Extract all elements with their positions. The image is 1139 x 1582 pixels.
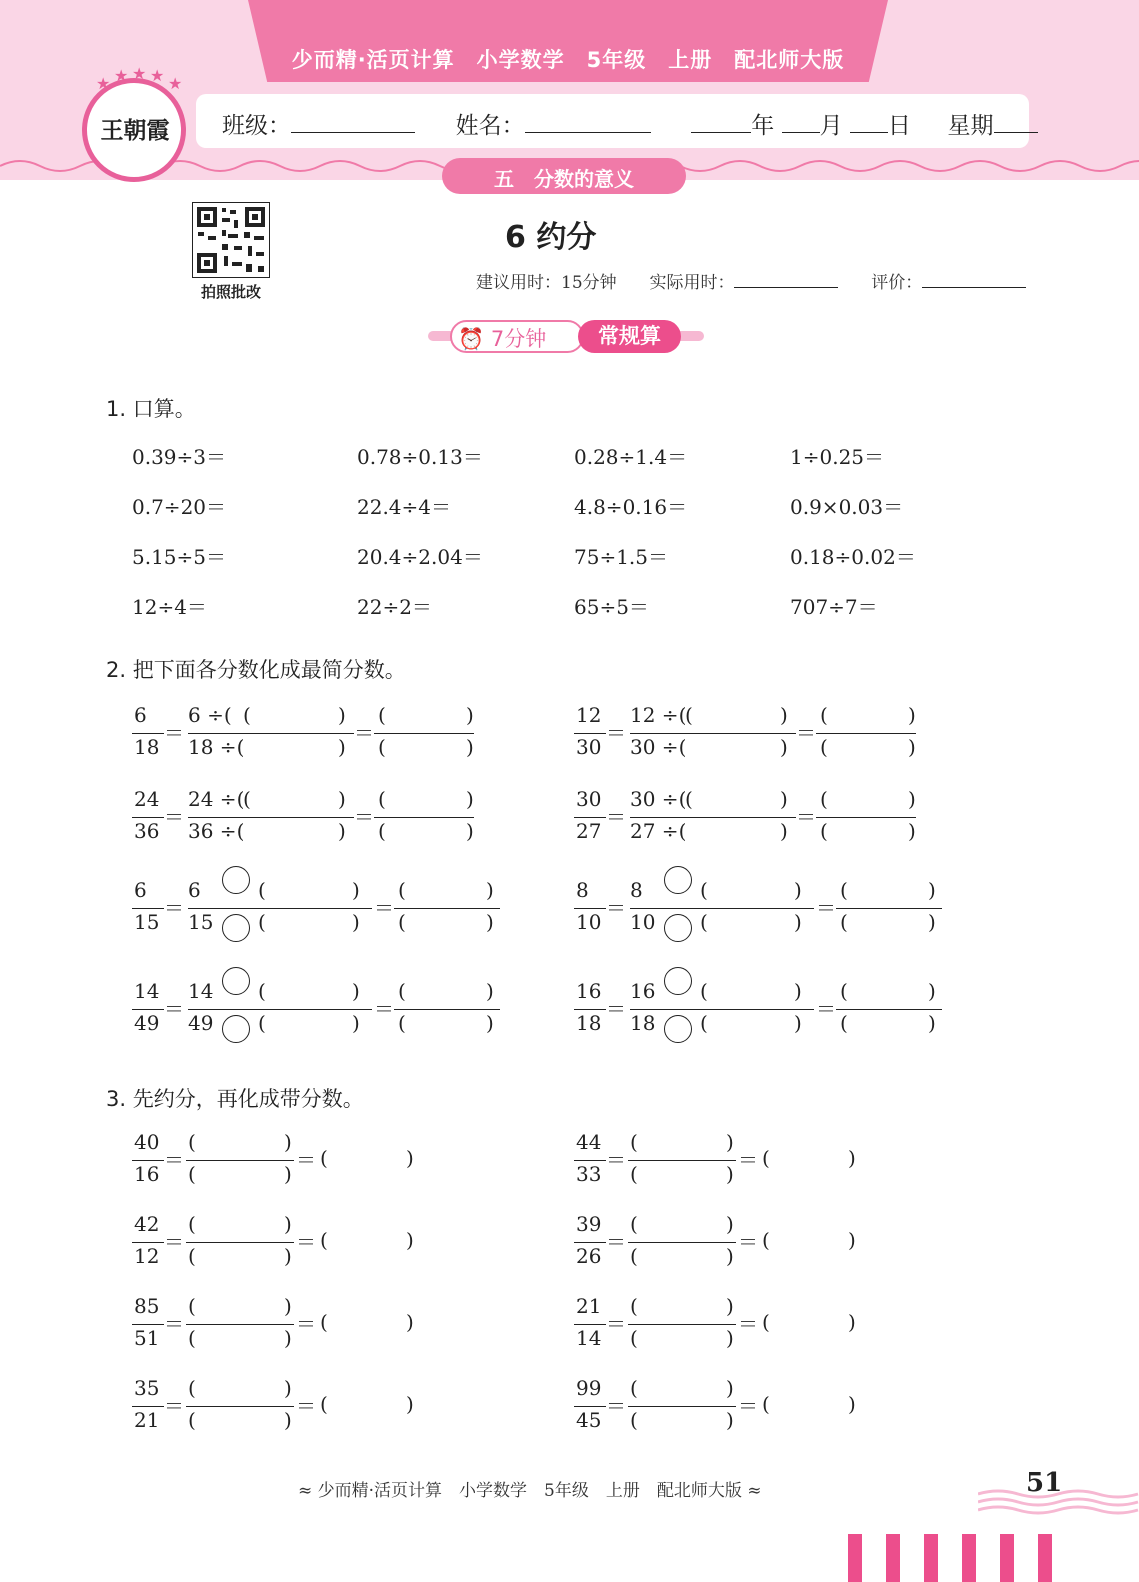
answer-paren-left[interactable]: ( — [630, 1376, 638, 1400]
fraction-bar — [574, 817, 606, 818]
blank-paren-right[interactable]: ) — [794, 910, 802, 934]
fraction-denominator: 16 — [134, 1162, 160, 1186]
answer-paren-right[interactable]: ) — [908, 703, 916, 727]
fraction-bar — [132, 908, 164, 909]
badge-time-label: 7分钟 — [490, 327, 547, 351]
rating-field[interactable] — [922, 265, 1026, 288]
fraction-bar — [630, 733, 796, 734]
blank-paren-left[interactable]: ( — [258, 910, 266, 934]
equals-sign: ＝ — [796, 721, 816, 745]
mixed-paren-right[interactable]: ) — [406, 1310, 414, 1334]
blank-paren-right[interactable]: ) — [352, 910, 360, 934]
answer-paren-right[interactable]: ) — [284, 1294, 292, 1318]
fraction-numerator: 21 — [576, 1294, 602, 1318]
answer-paren-right[interactable]: ) — [466, 735, 474, 759]
equals-sign: ＝ — [164, 896, 184, 920]
fraction-bar — [186, 1160, 294, 1161]
equals-sign: ＝ — [796, 805, 816, 829]
fraction-denominator: 30 — [576, 735, 602, 759]
fraction-bar — [628, 1160, 736, 1161]
equals-sign: ＝ — [296, 1148, 316, 1172]
fraction-numerator: 35 — [134, 1376, 160, 1400]
operator-circle[interactable] — [222, 866, 250, 894]
fraction-numerator: 16 — [576, 979, 602, 1003]
fraction-denominator: 12 — [134, 1244, 160, 1268]
fraction-denominator: 18 — [576, 1011, 602, 1035]
blank-paren-left[interactable]: ( — [685, 787, 693, 811]
fraction-bar — [816, 817, 916, 818]
fraction-numerator: 40 — [134, 1130, 160, 1154]
answer-paren-left[interactable]: ( — [378, 735, 386, 759]
answer-paren-left[interactable]: ( — [840, 979, 848, 1003]
star-icon: ★ — [132, 64, 147, 83]
equals-sign: ＝ — [606, 1148, 626, 1172]
equals-sign: ＝ — [606, 805, 626, 829]
mixed-paren-right[interactable]: ) — [848, 1228, 856, 1252]
equals-sign: ＝ — [164, 997, 184, 1021]
equals-sign: ＝ — [164, 1148, 184, 1172]
blank-paren-left[interactable]: ( — [258, 878, 266, 902]
answer-paren-left[interactable]: ( — [630, 1408, 638, 1432]
mixed-paren-left[interactable]: ( — [320, 1146, 328, 1170]
badge-time — [458, 323, 546, 353]
answer-paren-left[interactable]: ( — [820, 735, 828, 759]
fraction-bar — [574, 1324, 606, 1325]
fraction-bar — [630, 908, 814, 909]
mixed-paren-right[interactable]: ) — [406, 1392, 414, 1416]
answer-paren-left[interactable]: ( — [630, 1244, 638, 1268]
mental-math-item: 1÷0.25＝ — [790, 445, 885, 469]
equals-sign: ＝ — [164, 721, 184, 745]
equals-sign: ＝ — [296, 1312, 316, 1336]
footer-text: ≈ 少而精·活页计算 小学数学 5年级 上册 配北师大版 ≈ — [298, 1481, 762, 1501]
decor-bar — [924, 1534, 938, 1582]
answer-paren-right[interactable]: ) — [486, 1011, 494, 1035]
mental-math-item: 20.4÷2.04＝ — [357, 545, 483, 569]
answer-paren-right[interactable]: ) — [284, 1326, 292, 1350]
mental-math-item: 0.39÷3＝ — [132, 445, 227, 469]
operator-circle[interactable] — [222, 914, 250, 942]
fraction-bar — [132, 1160, 164, 1161]
student-info-row — [222, 107, 1038, 140]
time-row — [476, 265, 1026, 293]
operator-circle[interactable] — [664, 967, 692, 995]
answer-paren-left[interactable]: ( — [188, 1294, 196, 1318]
fraction-denominator: 18 — [134, 735, 160, 759]
month-label: 月 — [819, 113, 843, 139]
mixed-paren-right[interactable]: ) — [848, 1146, 856, 1170]
fraction-numerator: 30 — [576, 787, 602, 811]
step-denominator: 18 ÷( — [188, 735, 245, 759]
answer-paren-right[interactable]: ) — [284, 1376, 292, 1400]
fraction-numerator: 85 — [134, 1294, 160, 1318]
class-label: 班级： — [222, 113, 291, 139]
equals-sign: ＝ — [606, 997, 626, 1021]
mental-math-item: 22÷2＝ — [357, 595, 432, 619]
equals-sign: ＝ — [738, 1230, 758, 1254]
answer-paren-left[interactable]: ( — [188, 1326, 196, 1350]
equals-sign: ＝ — [296, 1394, 316, 1418]
decor-bar — [886, 1534, 900, 1582]
answer-paren-left[interactable]: ( — [630, 1326, 638, 1350]
mixed-paren-left[interactable]: ( — [320, 1228, 328, 1252]
equals-sign: ＝ — [354, 805, 374, 829]
answer-paren-left[interactable]: ( — [630, 1294, 638, 1318]
section-1-title: 1. 口算。 — [106, 397, 196, 421]
answer-paren-right[interactable]: ) — [284, 1130, 292, 1154]
operator-circle[interactable] — [664, 1015, 692, 1043]
fraction-bar — [574, 908, 606, 909]
fraction-bar — [132, 1406, 164, 1407]
logo-text: 王朝霞 — [100, 117, 170, 144]
name-label: 姓名： — [455, 113, 525, 139]
answer-paren-right[interactable]: ) — [726, 1212, 734, 1236]
answer-paren-left[interactable]: ( — [630, 1212, 638, 1236]
fraction-denominator: 36 — [134, 819, 160, 843]
answer-paren-right[interactable]: ) — [928, 910, 936, 934]
star-icon: ★ — [150, 66, 165, 85]
week-label: 星期 — [947, 113, 994, 139]
fraction-bar — [132, 1242, 164, 1243]
fraction-denominator: 51 — [134, 1326, 160, 1350]
qr-label: 拍照批改 — [200, 283, 261, 301]
answer-paren-right[interactable]: ) — [486, 979, 494, 1003]
answer-paren-left[interactable]: ( — [630, 1130, 638, 1154]
fraction-bar — [630, 817, 796, 818]
fraction-bar — [188, 817, 354, 818]
star-icon: ★ — [114, 66, 129, 85]
mixed-paren-left[interactable]: ( — [762, 1146, 770, 1170]
fraction-bar — [816, 733, 916, 734]
answer-paren-left[interactable]: ( — [820, 819, 828, 843]
step-denominator: 36 ÷( — [188, 819, 245, 843]
fraction-denominator: 49 — [134, 1011, 160, 1035]
actual-time-field[interactable] — [734, 265, 838, 288]
mental-math-item: 0.18÷0.02＝ — [790, 545, 916, 569]
answer-paren-left[interactable]: ( — [188, 1162, 196, 1186]
blank-paren-right[interactable]: ) — [780, 787, 788, 811]
fraction-bar — [188, 1009, 372, 1010]
week-field[interactable] — [994, 110, 1038, 133]
fraction-bar — [574, 1406, 606, 1407]
mental-math-item: 22.4÷4＝ — [357, 495, 452, 519]
mental-math-item: 0.9×0.03＝ — [790, 495, 904, 519]
answer-paren-right[interactable]: ) — [928, 979, 936, 1003]
fraction-bar — [132, 1324, 164, 1325]
fraction-denominator: 10 — [576, 910, 602, 934]
blank-paren-left[interactable]: ( — [258, 979, 266, 1003]
mental-math-item: 12÷4＝ — [132, 595, 207, 619]
answer-paren-left[interactable]: ( — [188, 1244, 196, 1268]
fraction-denominator: 45 — [576, 1408, 602, 1432]
equals-sign: ＝ — [816, 997, 836, 1021]
month-field[interactable] — [782, 110, 820, 133]
answer-paren-right[interactable]: ) — [726, 1294, 734, 1318]
blank-paren-left[interactable]: ( — [258, 1011, 266, 1035]
actual-time-label: 实际用时： — [649, 273, 735, 293]
blank-paren-right[interactable]: ) — [338, 819, 346, 843]
answer-paren-right[interactable]: ) — [726, 1376, 734, 1400]
step-numerator: 16 — [630, 979, 656, 1003]
answer-paren-left[interactable]: ( — [820, 703, 828, 727]
answer-paren-left[interactable]: ( — [398, 979, 406, 1003]
fraction-numerator: 42 — [134, 1212, 160, 1236]
answer-paren-left[interactable]: ( — [378, 787, 386, 811]
day-field[interactable] — [850, 110, 888, 133]
fraction-denominator: 21 — [134, 1408, 160, 1432]
fraction-bar — [186, 1406, 294, 1407]
blank-paren-left[interactable]: ( — [243, 703, 251, 727]
equals-sign: ＝ — [816, 896, 836, 920]
answer-paren-right[interactable]: ) — [928, 878, 936, 902]
answer-paren-right[interactable]: ) — [908, 735, 916, 759]
fraction-bar — [132, 733, 164, 734]
year-field[interactable] — [691, 110, 751, 133]
mixed-paren-right[interactable]: ) — [406, 1146, 414, 1170]
step-denominator: 10 — [630, 910, 656, 934]
fraction-numerator: 6 — [134, 878, 147, 902]
answer-paren-left[interactable]: ( — [188, 1408, 196, 1432]
equals-sign: ＝ — [354, 721, 374, 745]
equals-sign: ＝ — [374, 896, 394, 920]
equals-sign: ＝ — [738, 1148, 758, 1172]
answer-paren-left[interactable]: ( — [820, 787, 828, 811]
fraction-bar — [574, 1009, 606, 1010]
lesson-title: 6 约分 — [505, 220, 597, 255]
operator-circle[interactable] — [664, 914, 692, 942]
answer-paren-right[interactable]: ) — [726, 1162, 734, 1186]
mental-math-item: 0.7÷20＝ — [132, 495, 227, 519]
step-numerator: 6 — [188, 878, 201, 902]
equals-sign: ＝ — [606, 1312, 626, 1336]
equals-sign: ＝ — [606, 1394, 626, 1418]
section-2-title: 2. 把下面各分数化成最简分数。 — [106, 658, 406, 682]
blank-paren-left[interactable]: ( — [700, 878, 708, 902]
blank-paren-left[interactable]: ( — [700, 910, 708, 934]
answer-paren-left[interactable]: ( — [398, 878, 406, 902]
fraction-numerator: 8 — [576, 878, 589, 902]
star-icon: ★ — [96, 74, 111, 93]
mental-math-item: 0.78÷0.13＝ — [357, 445, 483, 469]
step-denominator: 15 — [188, 910, 214, 934]
answer-paren-right[interactable]: ) — [726, 1130, 734, 1154]
operator-circle[interactable] — [222, 967, 250, 995]
decor-bar — [962, 1534, 976, 1582]
answer-paren-right[interactable]: ) — [466, 787, 474, 811]
answer-paren-right[interactable]: ) — [726, 1326, 734, 1350]
fraction-bar — [836, 908, 942, 909]
mixed-paren-left[interactable]: ( — [762, 1228, 770, 1252]
step-numerator: 6 ÷( — [188, 703, 232, 727]
fraction-numerator: 14 — [134, 979, 160, 1003]
blank-paren-left[interactable]: ( — [243, 787, 251, 811]
section-3-title: 3. 先约分，再化成带分数。 — [106, 1087, 364, 1111]
equals-sign: ＝ — [738, 1312, 758, 1336]
rating-label: 评价： — [871, 273, 923, 293]
blank-paren-right[interactable]: ) — [794, 878, 802, 902]
blank-paren-right[interactable]: ) — [338, 787, 346, 811]
mixed-paren-left[interactable]: ( — [762, 1310, 770, 1334]
series-title: 少而精·活页计算 小学数学 5年级 上册 配北师大版 — [291, 48, 845, 72]
mental-math-item: 75÷1.5＝ — [574, 545, 669, 569]
decor-bar — [848, 1534, 862, 1582]
answer-paren-left[interactable]: ( — [398, 910, 406, 934]
equals-sign: ＝ — [164, 1394, 184, 1418]
blank-paren-left[interactable]: ( — [685, 703, 693, 727]
answer-paren-right[interactable]: ) — [284, 1244, 292, 1268]
answer-paren-right[interactable]: ) — [908, 787, 916, 811]
step-numerator: 12 ÷( — [630, 703, 687, 727]
answer-paren-right[interactable]: ) — [284, 1408, 292, 1432]
mental-math-item: 707÷7＝ — [790, 595, 878, 619]
fraction-bar — [574, 1242, 606, 1243]
answer-paren-left[interactable]: ( — [188, 1212, 196, 1236]
fraction-bar — [628, 1242, 736, 1243]
year-label: 年 — [751, 113, 775, 139]
qr-code-icon[interactable] — [192, 202, 270, 278]
blank-paren-left[interactable]: ( — [700, 1011, 708, 1035]
answer-paren-right[interactable]: ) — [726, 1408, 734, 1432]
step-numerator: 30 ÷( — [630, 787, 687, 811]
step-denominator: 27 ÷( — [630, 819, 687, 843]
mixed-paren-left[interactable]: ( — [320, 1392, 328, 1416]
operator-circle[interactable] — [664, 866, 692, 894]
fraction-denominator: 27 — [576, 819, 602, 843]
badge-kind: 常规算 — [578, 320, 681, 353]
blank-paren-left[interactable]: ( — [700, 979, 708, 1003]
equals-sign: ＝ — [164, 1230, 184, 1254]
mental-math-item: 65÷5＝ — [574, 595, 649, 619]
mental-math-item: 4.8÷0.16＝ — [574, 495, 688, 519]
answer-paren-right[interactable]: ) — [486, 910, 494, 934]
fraction-bar — [188, 733, 354, 734]
mixed-paren-left[interactable]: ( — [762, 1392, 770, 1416]
blank-paren-right[interactable]: ) — [794, 979, 802, 1003]
fraction-bar — [132, 817, 164, 818]
blank-paren-right[interactable]: ) — [780, 703, 788, 727]
answer-paren-right[interactable]: ) — [284, 1162, 292, 1186]
step-denominator: 18 — [630, 1011, 656, 1035]
name-field[interactable] — [525, 110, 651, 133]
fraction-bar — [628, 1406, 736, 1407]
blank-paren-right[interactable]: ) — [780, 819, 788, 843]
fraction-bar — [394, 1009, 500, 1010]
answer-paren-left[interactable]: ( — [840, 1011, 848, 1035]
equals-sign: ＝ — [606, 1230, 626, 1254]
fraction-bar — [186, 1242, 294, 1243]
answer-paren-right[interactable]: ) — [726, 1244, 734, 1268]
equals-sign: ＝ — [164, 1312, 184, 1336]
fraction-denominator: 14 — [576, 1326, 602, 1350]
answer-paren-right[interactable]: ) — [466, 819, 474, 843]
blank-paren-right[interactable]: ) — [338, 703, 346, 727]
decor-bar — [1000, 1534, 1014, 1582]
clock-icon: ⏰ — [458, 327, 485, 351]
fraction-denominator: 26 — [576, 1244, 602, 1268]
mixed-paren-right[interactable]: ) — [848, 1310, 856, 1334]
answer-paren-left[interactable]: ( — [378, 819, 386, 843]
step-denominator: 30 ÷( — [630, 735, 687, 759]
equals-sign: ＝ — [296, 1230, 316, 1254]
equals-sign: ＝ — [164, 805, 184, 829]
fraction-numerator: 24 — [134, 787, 160, 811]
fraction-bar — [574, 733, 606, 734]
blank-paren-right[interactable]: ) — [780, 735, 788, 759]
mixed-paren-right[interactable]: ) — [406, 1228, 414, 1252]
fraction-bar — [574, 1160, 606, 1161]
fraction-bar — [628, 1324, 736, 1325]
blank-paren-right[interactable]: ) — [352, 1011, 360, 1035]
class-field[interactable] — [291, 110, 415, 133]
decor-bar — [1038, 1534, 1052, 1582]
equals-sign: ＝ — [374, 997, 394, 1021]
answer-paren-left[interactable]: ( — [398, 1011, 406, 1035]
blank-paren-right[interactable]: ) — [352, 878, 360, 902]
fraction-bar — [394, 908, 500, 909]
fraction-bar — [836, 1009, 942, 1010]
answer-paren-right[interactable]: ) — [284, 1212, 292, 1236]
step-numerator: 24 ÷( — [188, 787, 245, 811]
fraction-bar — [132, 1009, 164, 1010]
step-numerator: 8 — [630, 878, 643, 902]
step-numerator: 14 — [188, 979, 214, 1003]
fraction-denominator: 33 — [576, 1162, 602, 1186]
unit-title: 五 分数的意义 — [494, 167, 634, 191]
fraction-bar — [188, 908, 372, 909]
fraction-numerator: 12 — [576, 703, 602, 727]
blank-paren-right[interactable]: ) — [794, 1011, 802, 1035]
fraction-numerator: 99 — [576, 1376, 602, 1400]
mixed-paren-right[interactable]: ) — [848, 1392, 856, 1416]
day-label: 日 — [887, 113, 911, 139]
equals-sign: ＝ — [738, 1394, 758, 1418]
fraction-denominator: 15 — [134, 910, 160, 934]
answer-paren-left[interactable]: ( — [378, 703, 386, 727]
star-icon: ★ — [168, 74, 183, 93]
fraction-numerator: 39 — [576, 1212, 602, 1236]
operator-circle[interactable] — [222, 1015, 250, 1043]
mental-math-item: 5.15÷5＝ — [132, 545, 227, 569]
blank-paren-right[interactable]: ) — [352, 979, 360, 1003]
mixed-paren-left[interactable]: ( — [320, 1310, 328, 1334]
fraction-numerator: 6 — [134, 703, 147, 727]
mental-math-item: 0.28÷1.4＝ — [574, 445, 688, 469]
page-number: 51 — [1026, 1468, 1063, 1498]
answer-paren-right[interactable]: ) — [908, 819, 916, 843]
answer-paren-left[interactable]: ( — [188, 1130, 196, 1154]
blank-paren-right[interactable]: ) — [338, 735, 346, 759]
step-denominator: 49 — [188, 1011, 214, 1035]
equals-sign: ＝ — [606, 896, 626, 920]
answer-paren-right[interactable]: ) — [928, 1011, 936, 1035]
fraction-numerator: 44 — [576, 1130, 602, 1154]
fraction-bar — [630, 1009, 814, 1010]
answer-paren-left[interactable]: ( — [188, 1376, 196, 1400]
answer-paren-right[interactable]: ) — [486, 878, 494, 902]
answer-paren-right[interactable]: ) — [466, 703, 474, 727]
equals-sign: ＝ — [606, 721, 626, 745]
answer-paren-left[interactable]: ( — [630, 1162, 638, 1186]
answer-paren-left[interactable]: ( — [840, 910, 848, 934]
fraction-bar — [374, 733, 474, 734]
suggested-time: 建议用时：15分钟 — [476, 273, 617, 293]
answer-paren-left[interactable]: ( — [840, 878, 848, 902]
fraction-bar — [374, 817, 474, 818]
fraction-bar — [186, 1324, 294, 1325]
